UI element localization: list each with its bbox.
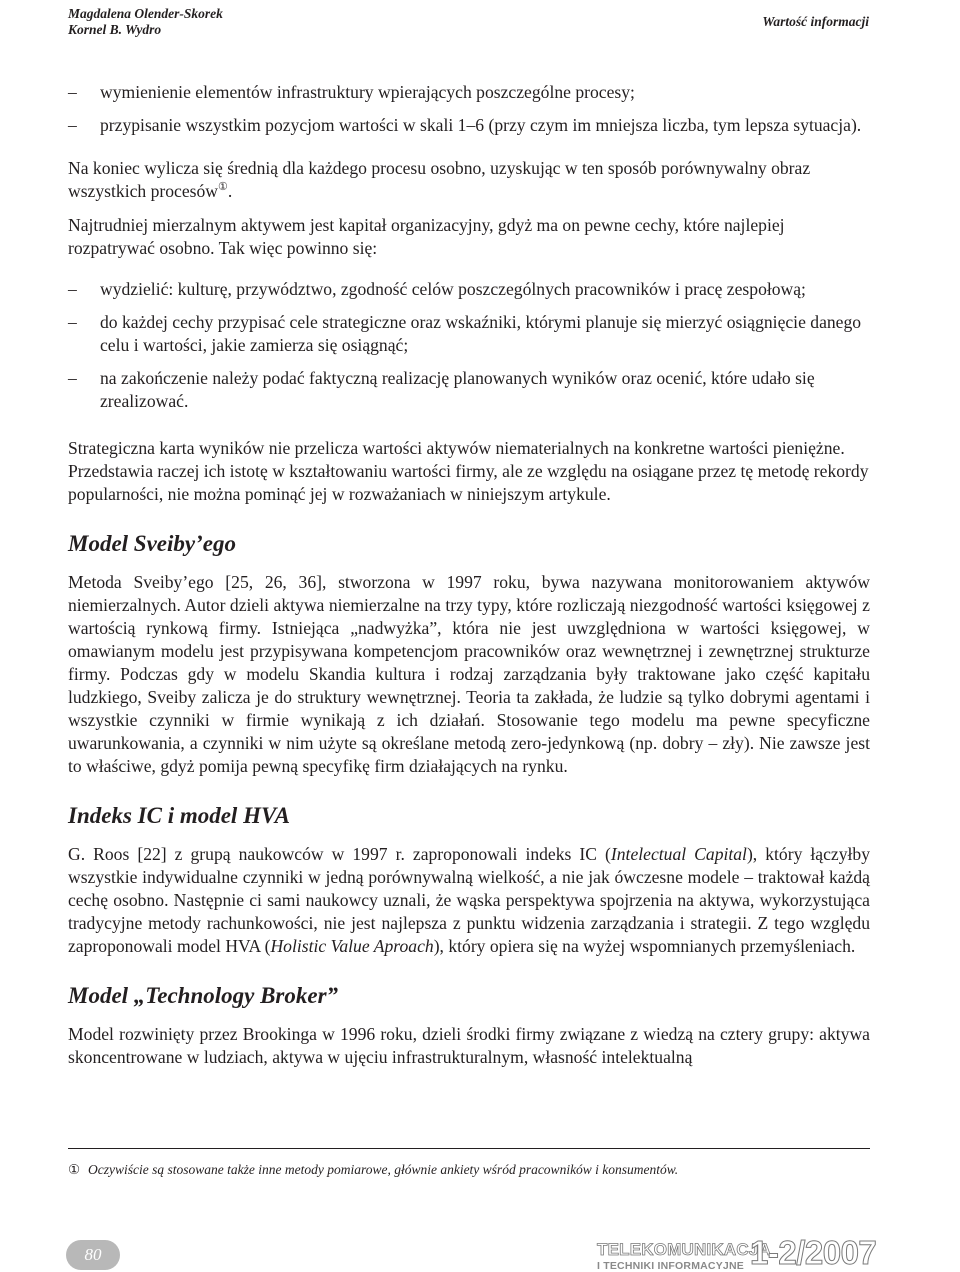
list-item [68, 367, 870, 413]
dash-bullet: – [68, 312, 77, 332]
section-heading: Model Sveiby’ego [68, 531, 236, 556]
list-item [68, 278, 870, 301]
journal-name-line-1: TELEKOMUNIKACJA [597, 1240, 771, 1259]
footnote-reference[interactable]: ① [218, 181, 228, 193]
paragraph [68, 157, 870, 203]
dash-bullet: – [68, 115, 77, 135]
list-item [68, 81, 870, 104]
journal-name-line-2: I TECHNIKI INFORMACYJNE [597, 1260, 744, 1272]
list-item-text: wymienienie elementów infrastruktury wpierających poszczególne procesy; [100, 82, 635, 102]
list-item [68, 114, 870, 137]
footnote-mark: ① [68, 1162, 81, 1177]
paragraph-text: G. Roos [22] z grupą naukowców w 1997 r. zaproponowali indeks IC ( [68, 844, 611, 864]
header-author-2: Kornel B. Wydro [68, 22, 162, 37]
paragraph-end: . [227, 181, 233, 201]
journal-logo [597, 1241, 771, 1272]
paragraph-text: ), który opiera się na wyżej wspomnianych przemyśleniach. [433, 936, 856, 956]
running-header-title: Wartość informacji [762, 14, 869, 29]
list-item [68, 311, 870, 357]
dash-bullet: – [68, 82, 77, 102]
paragraph: Strategiczna karta wyników nie przelicza wartości aktywów niematerialnych na konkretne wartości pieniężne. Przedstawia raczej ich istotę w kształtowaniu wartości firmy, ale ze względu na osiągane przez tę metodę rekordy popularności, nie można pominąć jej w rozważaniach w niniejszym artykule. [68, 438, 869, 504]
section-paragraph [68, 843, 870, 958]
section-heading: Model „Technology Broker” [68, 983, 339, 1008]
paragraph-text: Na koniec wylicza się średnią dla każdego procesu osobno, uzyskując w ten sposób porównywalny obraz wszystkich procesów [68, 158, 811, 201]
dash-bullet: – [68, 368, 77, 388]
footnote-divider [68, 1148, 870, 1149]
list-item-text: na zakończenie należy podać faktyczną realizację planowanych wyników oraz ocenić, które udało się zrealizować. [100, 368, 815, 411]
dash-list-1 [68, 81, 870, 137]
footnote [68, 1161, 870, 1179]
list-item-text: przypisanie wszystkim pozycjom wartości w skali 1–6 (przy czym im mniejsza liczba, tym lepsza sytuacja). [100, 115, 862, 135]
paragraph-text: ), który łączyłby wszystkie indywidualne czynniki w jedną porównywalną wielkość, a nie jak ówczesne modele – traktował każdą cechę osobno. Następnie ci sami naukowcy uznali, że wąska perspektywa spojrzenia na aktywa, wykorzystująca tradycyjne metody rachunkowości, nie jest najlepsza z punktu widzenia zarządzania i strategii. Z tego względu zaproponowali model HVA ( [68, 844, 870, 956]
italic-term: Holistic Value Aproach [270, 936, 434, 956]
list-item-text: wydzielić: kulturę, przywództwo, zgodność celów poszczególnych pracowników i pracę zespołową; [100, 279, 806, 299]
list-item-text: do każdej cechy przypisać cele strategiczne oraz wskaźniki, którymi planuje się mierzyć osiągnięcie danego celu i wartości, jakie zamierza się osiągnąć; [100, 312, 862, 355]
dash-list-2 [68, 278, 870, 413]
section-heading: Indeks IC i model HVA [68, 803, 290, 828]
italic-term: Intelectual Capital [610, 844, 747, 864]
header-author-1: Magdalena Olender-Skorek [68, 6, 223, 21]
running-header-authors [68, 6, 223, 38]
page-number-badge: 80 [66, 1240, 120, 1270]
section-paragraph: Model rozwinięty przez Brookinga w 1996 roku, dzieli środki firmy związane z wiedzą na cztery grupy: aktywa skoncentrowane w ludziach, aktywa w ujęciu infrastrukturalnym, własność intelektualną [68, 1024, 870, 1067]
dash-bullet: – [68, 279, 77, 299]
section-paragraph: Metoda Sveiby’ego [25, 26, 36], stworzona w 1997 roku, bywa nazywana monitorowaniem aktywów niemierzalnych. Autor dzieli aktywa niemierzalne na trzy typy, które rozliczają niezgodność wartości księgowej z wartością rynkową firmy. Istniejąca „nadwyżka”, która nie jest uwzględniona w wartości księgowej, w omawianym modelu jest przypisywana kompetencjom pracowników oraz wewnętrznej i zewnętrznej strukturze firmy. Podczas gdy w modelu Skandia kultura i rodzaj zarządzania były traktowane jako część kapitału ludzkiego, Sveiby zalicza je do struktury wewnętrznej. Teoria ta zakłada, że ludzie są tylko dobrymi agentami i wszystkie czynniki w firmie wynikają z ich działań. Stosowanie tego modelu ma pewne specyficzne uwarunkowania, a czynniki w nim użyte są określane metodą zero-jedynkową (np. dobry – zły). Nie zawsze jest to właściwe, gdyż pomija pewną specyfikę firm działających na rynku. [68, 572, 870, 776]
article-body [68, 81, 870, 1069]
footnote-text: Oczywiście są stosowane także inne metody pomiarowe, głównie ankiety wśród pracowników i konsumentów. [88, 1162, 679, 1177]
paragraph: Najtrudniej mierzalnym aktywem jest kapitał organizacyjny, gdyż ma on pewne cechy, które najlepiej rozpatrywać osobno. Tak więc powinno się: [68, 215, 785, 258]
issue-number: 1-2/2007 [750, 1234, 877, 1271]
